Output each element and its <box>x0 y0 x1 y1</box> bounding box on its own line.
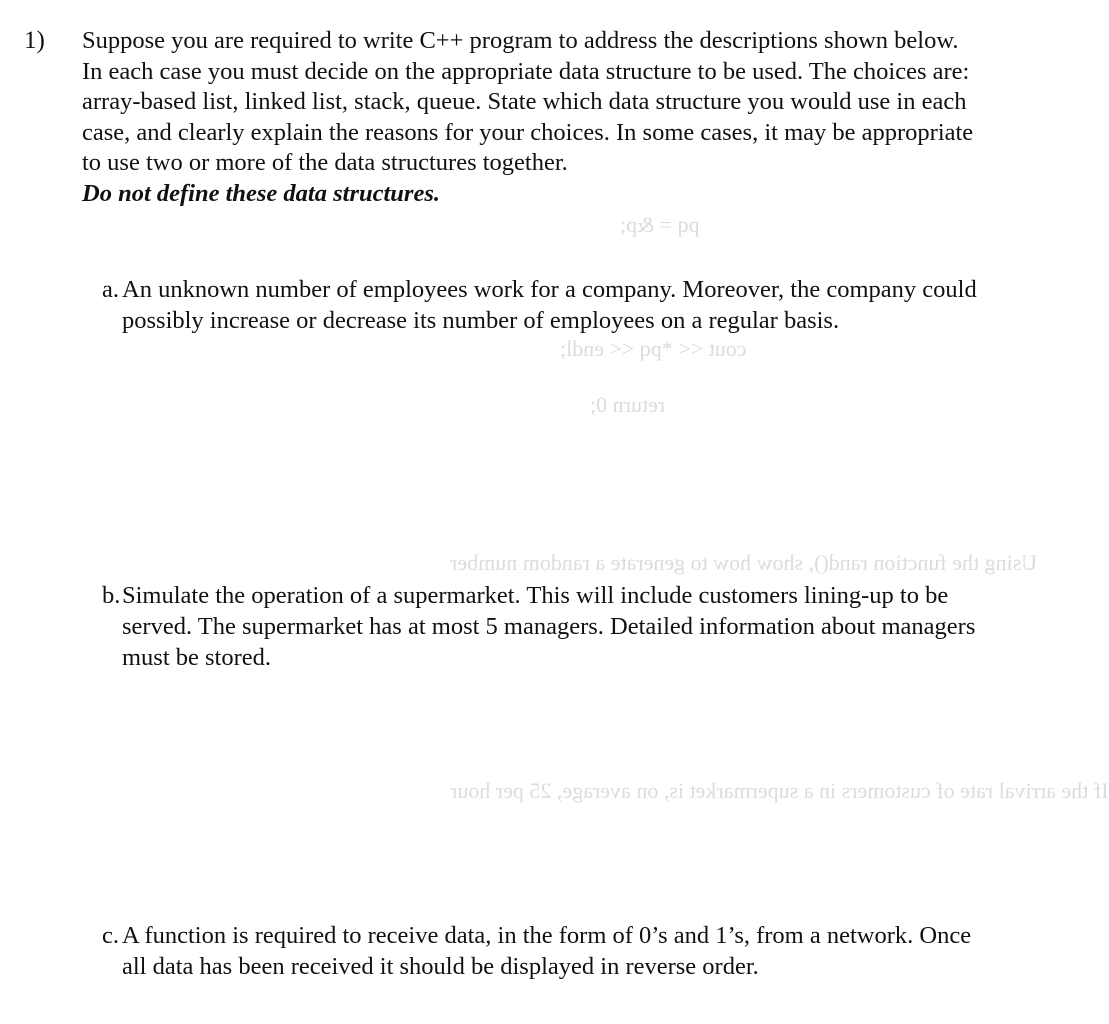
bleed-through-decoration: cout << *pq << endl; <box>560 336 747 361</box>
bleed-through-decoration: pq = &p; <box>620 212 700 237</box>
part-c-text: A function is required to receive data, in the form of 0’s and 1’s, from a network. Once all data has been received it should be displayed in reverse order. <box>122 922 972 980</box>
question-number: 1) <box>24 27 45 54</box>
part-c-label: c. <box>102 922 119 949</box>
part-a <box>102 274 982 336</box>
question-intro <box>82 26 982 209</box>
part-a-text: An unknown number of employees work for a company. Moreover, the company could possibly increase or decrease its number of employees on a regular basis. <box>122 276 977 334</box>
bleed-through-decoration: Using the function rand(), show how to generate a random number <box>450 550 1038 575</box>
bleed-through-decoration: If the arrival rate of customers in a supermarket is, on average, 25 per hour <box>450 778 1109 803</box>
part-c <box>102 920 982 982</box>
bleed-through-decoration: return 0; <box>590 392 666 417</box>
part-a-label: a. <box>102 276 119 303</box>
question-intro-text: Suppose you are required to write C++ program to address the descriptions shown below. In each case you must decide on the appropriate data structure to be used. The choices are: array-based list, linked list, stack, queue. State which data structure you would use in each case, and clearly explain the reasons for your choices. In some cases, it may be appropriate to use two or more of the data structures together. <box>82 27 974 176</box>
part-b-text: Simulate the operation of a supermarket. This will include customers lining-up to be served. The supermarket has at most 5 managers. Detailed information about managers must be stored. <box>122 582 976 671</box>
question-note: Do not define these data structures. <box>82 179 440 207</box>
part-b <box>102 580 982 673</box>
part-b-label: b. <box>102 582 121 609</box>
